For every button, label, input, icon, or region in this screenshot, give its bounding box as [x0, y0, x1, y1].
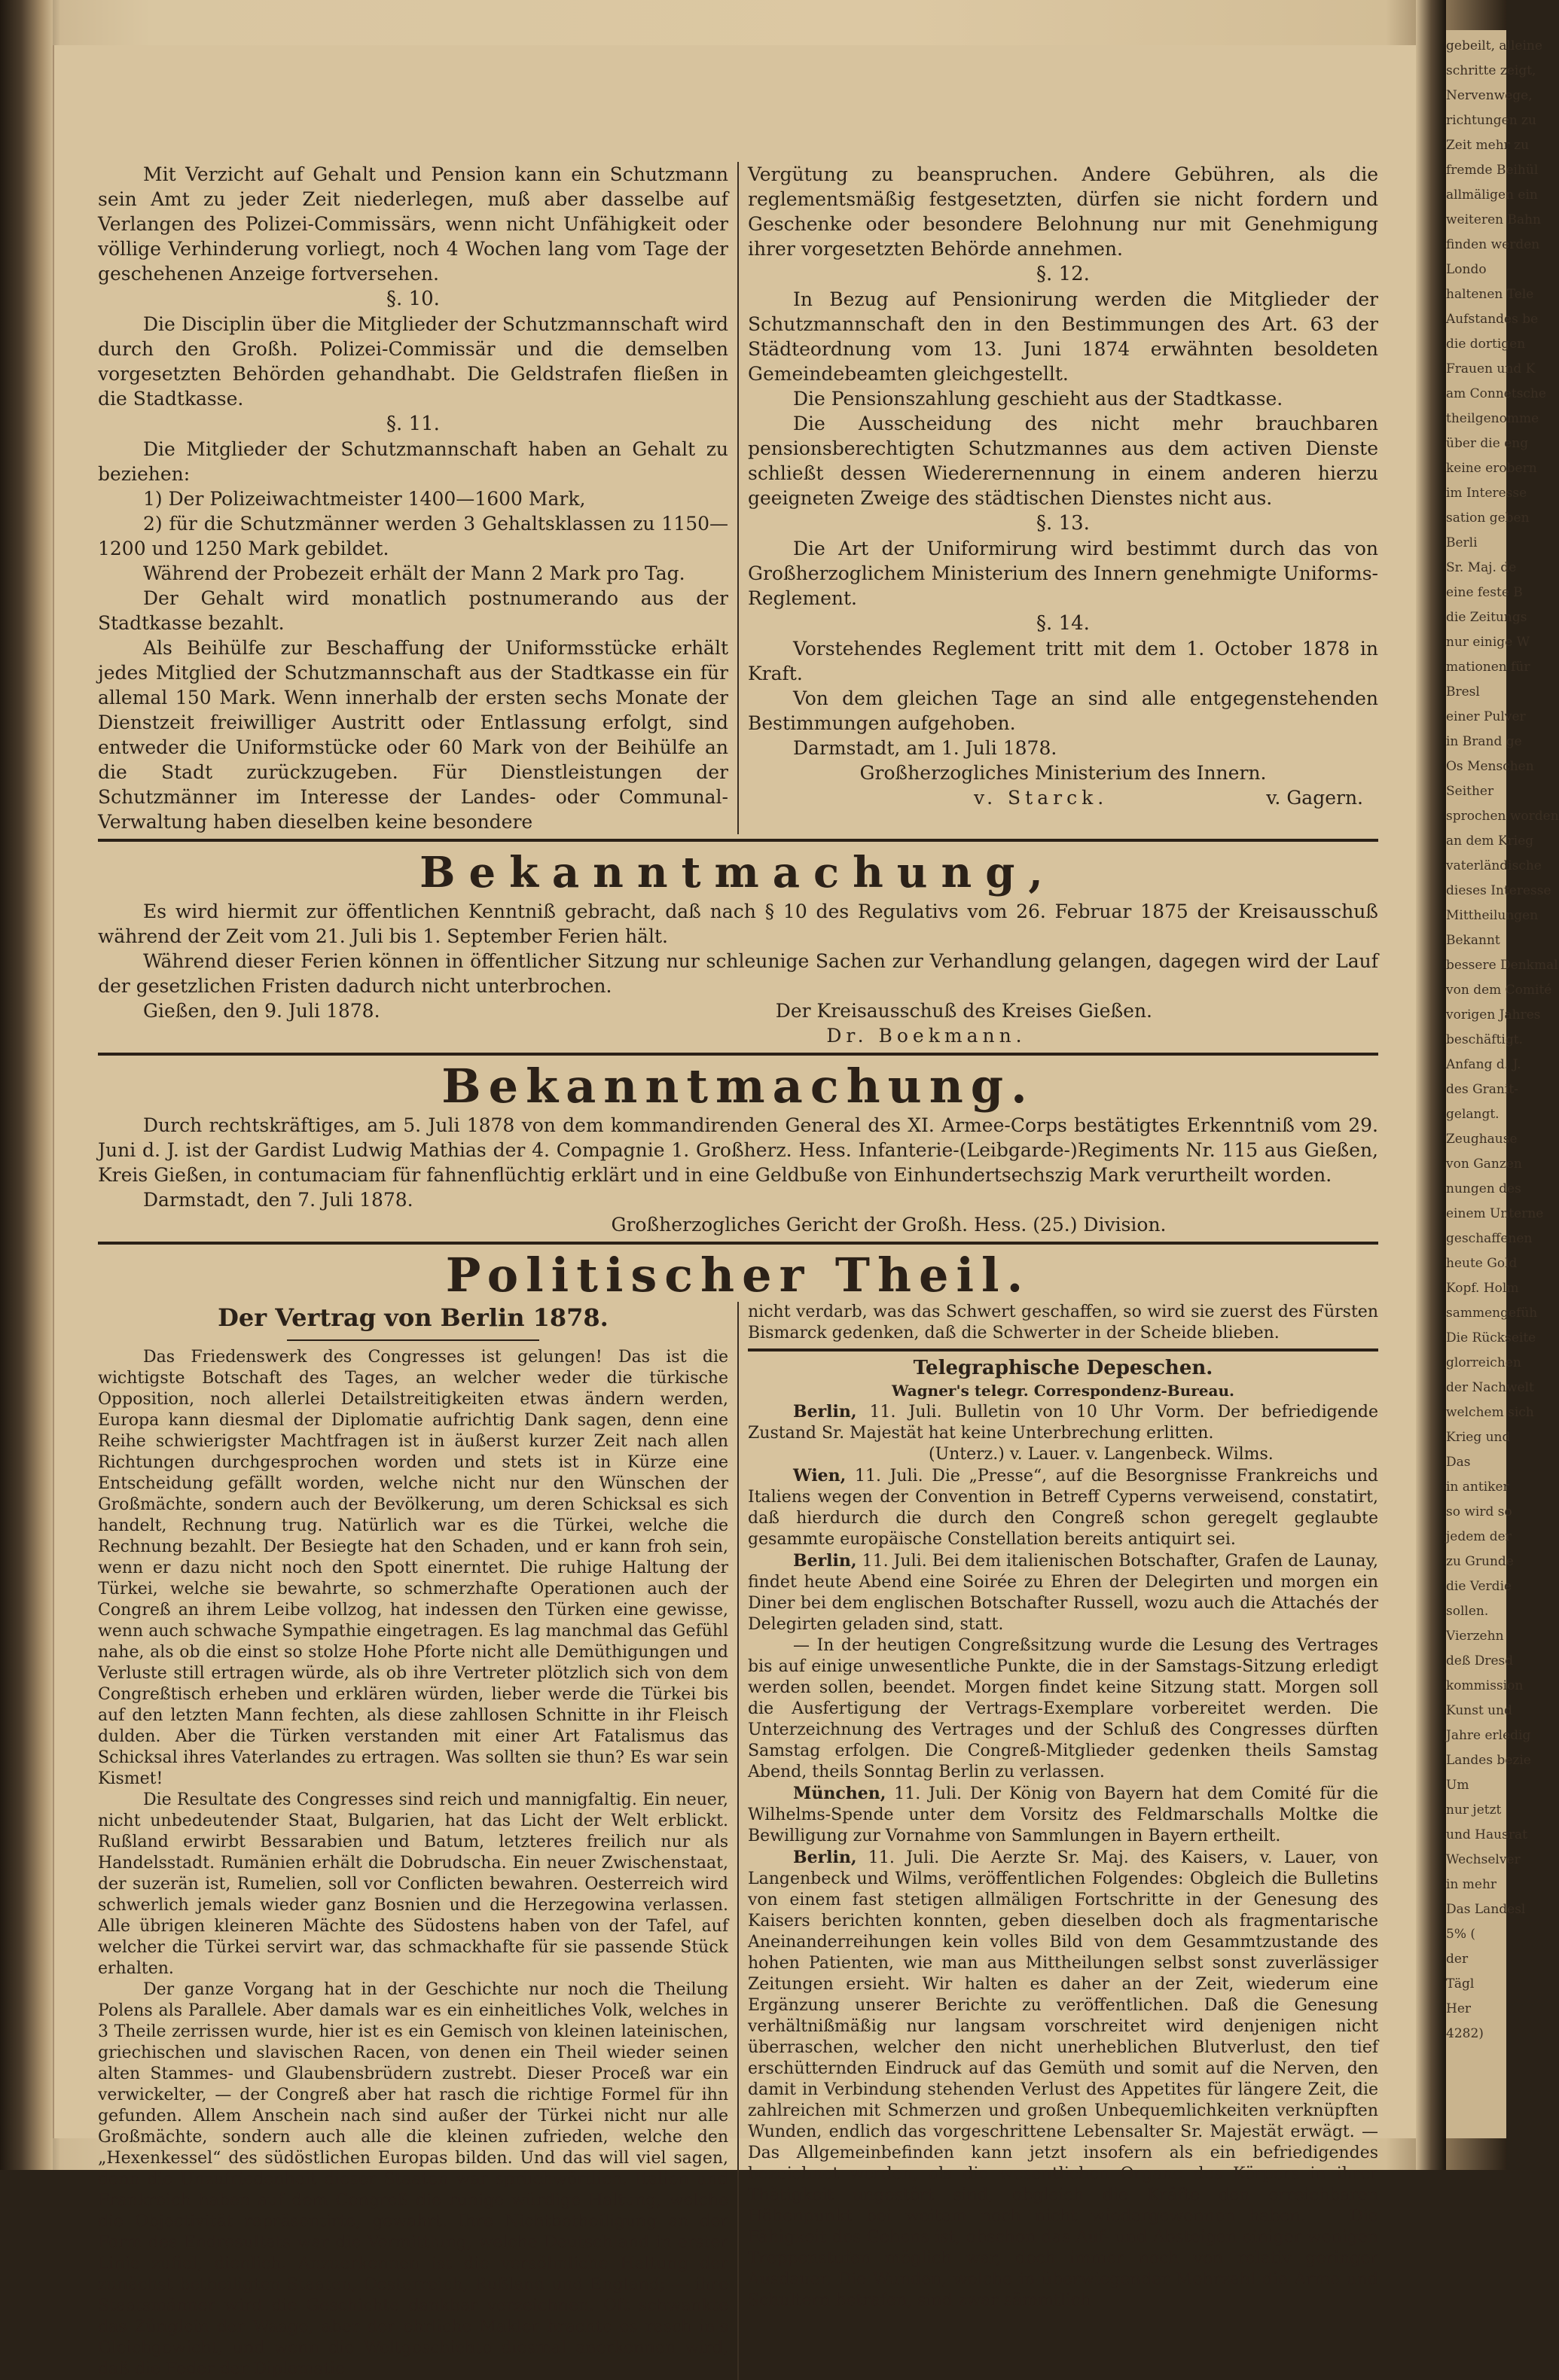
adjacent-page-fragment: allmäligen ein — [1446, 187, 1538, 203]
regulation-paragraph: Der Gehalt wird monatlich postnumerando aus der Stadtkasse bezahlt. — [98, 587, 728, 634]
adjacent-page-fragment: 4282) — [1446, 2026, 1484, 2041]
adjacent-page-fragment: Vierzehn — [1446, 1629, 1504, 1644]
signatures — [748, 785, 1378, 810]
adjacent-page-fragment: richtungen zu — [1446, 113, 1536, 128]
page-gutter — [1416, 0, 1446, 2170]
regulation-paragraph: Mit Verzicht auf Gehalt und Pension kann ein Schutzmann sein Amt zu jeder Zeit niederlegen, muß aber dasselbe auf Verlangen des Polizei-Commissärs, wenn nicht Unfähigkeit oder völlige Verhinderung vorliegt, noch 4 Wochen lang vom Tage der geschehenen Anzeige fortversehen. — [98, 163, 728, 285]
regulation-paragraph: Vorstehendes Reglement tritt mit dem 1. October 1878 in Kraft. — [748, 638, 1378, 684]
adjacent-page-fragment: einem Unterne — [1446, 1206, 1544, 1221]
dispatch — [748, 1783, 1378, 1847]
political-section — [98, 1302, 1378, 2380]
regulation-paragraph: Die Pensionszahlung geschieht aus der Stadtkasse. — [793, 388, 1283, 410]
adjacent-page-fragment: von Ganzen — [1446, 1156, 1522, 1172]
adjacent-page-fragment: 5% ( — [1446, 1927, 1476, 1942]
adjacent-page-fragment: Landes bezie — [1446, 1753, 1531, 1768]
dispatch-city: Wien, — [793, 1466, 847, 1486]
adjacent-page-fragment: Kunst und — [1446, 1703, 1512, 1718]
adjacent-page-fragment: Die Rückseite — [1446, 1330, 1536, 1345]
adjacent-page-fragment: finden werden — [1446, 237, 1540, 252]
adjacent-page-fragment: Seither — [1446, 784, 1494, 799]
adjacent-page-fragment: des Granit- — [1446, 1082, 1518, 1097]
telegrams-title: Telegraphische Depeschen. — [913, 1357, 1213, 1379]
article-paragraph: Die Resultate des Congresses sind reich und mannigfaltig. Ein neuer, nicht unbedeutender Staat, Bulgarien, hat das Licht der Welt erblickt. Rußland erwirbt Bessarabien und Batum, letzteres freilich nur als Handelsstadt. Rumänien erhält die Dobrudscha. Ein neuer Zwischenstaat, der suzerän ist, Rumelien, soll vor Conflicten bewahren. Oesterreich wird schwerlich jemals wieder ganz Bosnien und die Herzegowina verlassen. Alle übrigen kleineren Mächte des Südostens haben von der Tafel, auf welcher die Türkei servirt war, das schmackhafte für sie passende Stück erhalten. — [98, 1790, 728, 1978]
list-item: 1) Der Polizeiwachtmeister 1400—1600 Mark, — [143, 488, 586, 510]
dispatch — [748, 1465, 1378, 1550]
adjacent-page-fragment: Os Menschen — [1446, 759, 1534, 774]
dispatch-city: Berlin, — [793, 1848, 857, 1867]
article-title: Der Vertrag von Berlin 1878. — [218, 1303, 609, 1332]
adjacent-page-fragment: Aufstandes be — [1446, 312, 1539, 327]
adjacent-page-fragment: Sr. Maj. de — [1446, 560, 1517, 575]
regulation-left-column — [98, 162, 739, 834]
adjacent-page-fragment: Zeit mehr zu — [1446, 138, 1530, 153]
adjacent-page-fragment: Londo — [1446, 262, 1487, 277]
dispatch-city: Berlin, — [793, 1551, 857, 1571]
adjacent-page-edge — [1446, 30, 1559, 2138]
adjacent-page-fragment: Kopf. Holm — [1446, 1281, 1519, 1296]
divider — [98, 1053, 1378, 1056]
adjacent-page-fragment: nungen des — [1446, 1181, 1521, 1196]
adjacent-page-fragment: Mittheilungen — [1446, 908, 1539, 923]
adjacent-page-fragment: kommission — [1446, 1678, 1524, 1693]
adjacent-page-fragment: Zeughause — [1446, 1132, 1518, 1147]
dispatch-text: 11. Juli. Bulletin von 10 Uhr Vorm. Der befriedigende Zustand Sr. Majestät hat keine Unterbrechung erlitten. — [748, 1403, 1379, 1443]
adjacent-page-fragment: gelangt. — [1446, 1107, 1500, 1122]
signature: Dr. Boekmann. — [826, 1025, 1027, 1047]
adjacent-page-fragment: jedem der — [1446, 1529, 1512, 1544]
issuing-authority: Großherzogliches Gericht der Großh. Hess. (25.) Division. — [611, 1214, 1167, 1236]
regulation-right-column — [739, 162, 1378, 834]
regulation-paragraph: Die Disciplin über die Mitglieder der Schutzmannschaft wird durch den Großh. Polizei-Commissär und die demselben vorgesetzten Behörden gehandhabt. Die Geldstrafen fließen in die Stadtkasse. — [98, 313, 728, 410]
adjacent-page-fragment: Nervenwege, — [1446, 88, 1533, 103]
adjacent-page-fragment: Anfang d. J. — [1446, 1057, 1521, 1072]
section-number: §. 14. — [1036, 612, 1090, 635]
article-paragraph: Der ganze Vorgang hat in der Geschichte nur noch die Theilung Polens als Parallele. Aber damals war es ein einheitliches Volk, welches in 3 Theile zerrissen wurde, hier ist es ein Gemisch von kleinen lateinischen, griechischen und slavischen Racen, von denen ein Theil wieder seinen alten Stammes- und Glaubensbrüdern zustrebt. Dieser Proceß war ein verwickelter, — der Congreß aber hat rasch die richtige Formel für ihn gefunden. Allem Anschein nach sind außer der Türkei nicht nur alle Großmächte, sondern auch alle die kleinen zufrieden, welche den „Hexenkessel“ des südöstlichen Europas bilden. Und das will viel sagen, denn die Unzufriedenheit dieser Staaten war sprüchwörtlich. Italien und Frankreich haben auf dem Congreß die ruhige würdige Haltung, welche die Objectivität repräsentirte, gewahrt. Ihre Nichtbetheiligung an der Form des Endresultats war die Vermittlung, welche Deutschland in erster Linie zufiel, dienlich. Anzuerkennen ist die versöhnliche Haltung der zunächst betheiligten Staaten, Oesterreich, Rußland und England; — ihre Staatsmänner wird die Geschichte dankbar verzeichnen. Oft schwankte das Zünglein der Waage, aber der ehrliche Makler brachte es rasch in's Gleichgewicht, und wenn die Weltgeschichte diesmal anerkennen wird, daß die Feder der Diplomatie — [98, 1980, 728, 2378]
dispatch — [748, 1401, 1378, 1444]
issuing-authority: Der Kreisausschuß des Kreises Gießen. — [775, 1000, 1152, 1022]
adjacent-page-fragment: sation geben — [1446, 510, 1530, 526]
adjacent-page-fragment: vaterländische — [1446, 858, 1542, 873]
adjacent-page-fragment: geschaffenen — [1446, 1231, 1533, 1246]
adjacent-page-fragment: Bekannt — [1446, 933, 1500, 948]
article-column — [98, 1302, 739, 2380]
regulation-paragraph: Die Ausscheidung des nicht mehr brauchbaren pensionsberechtigten Schutzmannes aus dem activen Dienste schließt dessen Wiederernennung in einem anderen hierzu geeigneten Zweige des städtischen Dienstes nicht aus. — [748, 413, 1378, 509]
signature: v. Starck. — [974, 787, 1109, 809]
adjacent-page-fragment: weiteren Bahn — [1446, 212, 1542, 227]
adjacent-page-fragment: haltenen Tele — [1446, 287, 1534, 302]
adjacent-page-fragment: Das — [1446, 1455, 1471, 1470]
adjacent-page-fragment: nur einige W — [1446, 635, 1530, 650]
adjacent-page-fragment: Berli — [1446, 535, 1478, 550]
adjacent-page-fragment: von dem Comité — [1446, 983, 1552, 998]
dateline: Darmstadt, den 7. Juli 1878. — [143, 1189, 413, 1211]
adjacent-page-fragment: und Hausrat — [1446, 1827, 1527, 1842]
divider — [748, 1348, 1378, 1352]
dispatch-text: 11. Juli. Bei dem italienischen Botschafter, Grafen de Launay, findet heute Abend eine Soirée zu Ehren der Delegirten und morgen ein Diner bei dem englischen Botschafter Russell, wozu auch die Attachés der Delegirten geladen sind, statt. — [748, 1552, 1378, 1634]
adjacent-page-fragment: beschäftigt. — [1446, 1032, 1523, 1047]
adjacent-page-fragment: gebeilt, alleine — [1446, 38, 1542, 53]
regulation-paragraph: Die Mitglieder der Schutzmannschaft haben an Gehalt zu beziehen: — [98, 438, 728, 485]
adjacent-page-fragment: eine feste B — [1446, 585, 1523, 600]
adjacent-page-fragment: Wechselver — [1446, 1852, 1521, 1867]
telegrams-agency: Wagner's telegr. Correspondenz-Bureau. — [892, 1382, 1234, 1400]
adjacent-page-fragment: am Connetsche — [1446, 386, 1546, 401]
adjacent-page-fragment: fremde Beihül — [1446, 163, 1539, 178]
adjacent-page-fragment: einer Pulver — [1446, 709, 1526, 724]
adjacent-page-fragment: die dortigen — [1446, 337, 1526, 352]
notice-text: Es wird hiermit zur öffentlichen Kenntniß gebracht, daß nach § 10 des Regulativs vom 26. Februar 1875 der Kreisausschuß während der Zeit vom 21. Juli bis 1. September Ferien hält. — [98, 900, 1378, 947]
adjacent-page-fragment: Frauen und K — [1446, 361, 1536, 376]
adjacent-page-fragment: sollen. — [1446, 1604, 1489, 1619]
adjacent-page-fragment: deß Dresd — [1446, 1653, 1514, 1668]
regulation-paragraph: Die Art der Uniformirung wird bestimmt durch das von Großherzoglichem Ministerium des Innern genehmigte Uniforms-Reglement. — [748, 538, 1378, 609]
adjacent-page-fragment: an dem Krieg — [1446, 833, 1534, 849]
adjacent-page-fragment: Krieg und — [1446, 1430, 1511, 1445]
adjacent-page-fragment: nur jetzt — [1446, 1803, 1502, 1818]
notice-title: Bekanntmachung. — [441, 1059, 1035, 1114]
adjacent-page-fragment: in antiker — [1446, 1480, 1509, 1495]
adjacent-page-fragment: bessere Denkmal — [1446, 958, 1558, 973]
section-number: §. 11. — [386, 413, 440, 435]
dispatch-text: 11. Juli. Der König von Bayern hat dem Comité für die Wilhelms-Spende unter dem Vorsitz des Feldmarschalls Moltke die Bewilligung zur Vornahme von Sammlungen in Bayern ertheilt. — [748, 1784, 1378, 1845]
adjacent-page-fragment: glorreichen — [1446, 1355, 1521, 1370]
adjacent-page-fragment: dieses Interesse — [1446, 883, 1551, 898]
notice-text: Während dieser Ferien können in öffentlicher Sitzung nur schleunige Sachen zur Verhandlung gelangen, dagegen wird der Lauf der gesetzlichen Fristen dadurch nicht unterbrochen. — [98, 950, 1378, 997]
issuing-authority: Großherzogliches Ministerium des Innern. — [859, 762, 1267, 784]
adjacent-page-fragment: die Zeitungs — [1446, 610, 1527, 625]
divider — [98, 1242, 1378, 1245]
adjacent-page-fragment: in Brand ge — [1446, 734, 1522, 749]
dispatch-text: 11. Juli. Die Aerzte Sr. Maj. des Kaisers, v. Lauer, von Langenbeck und Wilms, veröffentlichen Folgendes: Obgleich die Bulletins von einem fast stetigen allmäligen Fortschritte in der Genesung des Kaisers berichten konnten, geben dieselben doch als fragmentarische Aneinanderreihungen kein volles Bild von dem Gesammtzustande des hohen Patienten, wie man aus Mittheilungen selbst sonst zuverlässiger Zeitungen ersieht. Wir halten es daher an der Zeit, wiederum eine Ergänzung unserer Berichte zu veröffentlichen. Daß die Genesung verhältnißmäßig nur langsam vorschreitet wird denjenigen nicht überraschen, welcher den nicht unerheblichen Blutverlust, den tief erschütternden Eindruck auf das Gemüth und somit auf die Nerven, den damit in Verbindung stehenden Verlust des Appetites für längere Zeit, die zahlreichen mit Schmerzen und großen Unbequemlichkeiten verknüpften Wunden, endlich das vorgeschrittene Lebensalter Sr. Majestät erwägt. — Das Allgemeinbefinden kann jetzt insofern als ein befriedigendes bezeichnet werden, als die wesentlichen Organe des Körpers in ihrer Thätigkeit ungestört sind, obgleich die Kräfte den erreichbaren Höhenpunkt bei weitem noch nicht wiedergewonnen haben. — Die Fähigkeit des Gehens ist, obschon das Auf- und Absteigen einiger wenigen Treppenstufen möglich war, doch immer noch von relativ geringer Ausdauer. Die Wunden, welche in überwiegender Mehrzahl die Arme und Schultern betrafen, sind zwar sämmtlich — [748, 1848, 1379, 2310]
adjacent-page-fragment: in mehr — [1446, 1877, 1497, 1892]
adjacent-page-fragment: Her — [1446, 2001, 1472, 2016]
adjacent-page-fragment: die Verdie — [1446, 1579, 1512, 1594]
dispatch-city: Berlin, — [793, 1402, 857, 1422]
title-underline — [287, 1339, 539, 1341]
section-title: Politischer Theil. — [445, 1248, 1031, 1303]
adjacent-page-fragment: im Interesse — [1446, 486, 1527, 501]
dispatch — [748, 1550, 1378, 1635]
adjacent-page-fragment: schritte zeigt, — [1446, 63, 1536, 78]
adjacent-page-fragment: Bresl — [1446, 684, 1480, 699]
article-continuation: nicht verdarb, was das Schwert geschaffen, so wird sie zuerst des Fürsten Bismarck gedenken, daß die Schwerter in der Scheide blieben. — [748, 1303, 1378, 1342]
adjacent-page-fragment: der — [1446, 1952, 1469, 1967]
dispatch-text: 11. Juli. Die „Presse“, auf die Besorgnisse Frankreichs und Italiens wegen der Convention in Betreff Cyperns verweisend, constatirt, daß hierdurch die durch den Congreß schon geregelt geglaubte gesammte europäische Constellation bereits antiquirt sei. — [748, 1467, 1378, 1549]
dispatch — [748, 1847, 1378, 2311]
regulation-paragraph: In Bezug auf Pensionirung werden die Mitglieder der Schutzmannschaft den in den Bestimmungen des Art. 63 der Städteordnung vom 13. Juni 1874 erwähnten besoldeten Gemeindebeamten gleichgestellt. — [748, 288, 1378, 385]
adjacent-page-fragment: vorigen Jahres — [1446, 1007, 1541, 1022]
notice-kreisausschuss — [98, 846, 1378, 1048]
list-item: 2) für die Schutzmänner werden 3 Gehaltsklassen zu 1150—1200 und 1250 Mark gebildet. — [98, 513, 728, 559]
section-number: §. 13. — [1036, 512, 1090, 535]
notice-title: Bekanntmachung, — [419, 848, 1057, 897]
adjacent-page-fragment: sammengefüh — [1446, 1306, 1538, 1321]
adjacent-page-fragment: heute Gold — [1446, 1256, 1518, 1271]
adjacent-page-fragment: Das Landesl — [1446, 1902, 1526, 1917]
divider — [98, 839, 1378, 842]
signature: v. Gagern. — [1266, 787, 1363, 809]
adjacent-page-fragment: der Nachwelt — [1446, 1380, 1534, 1395]
regulation-section — [98, 162, 1378, 834]
dispatch-city: München, — [793, 1784, 886, 1803]
adjacent-page-fragment: so wird so — [1446, 1504, 1512, 1519]
adjacent-page-fragment: über die eng — [1446, 436, 1529, 451]
regulation-paragraph: Von dem gleichen Tage an sind alle entgegenstehenden Bestimmungen aufgehoben. — [748, 687, 1378, 734]
regulation-paragraph: Als Beihülfe zur Beschaffung der Uniformsstücke erhält jedes Mitglied der Schutzmannschaft aus der Stadtkasse ein für allemal 150 Mark. Wenn innerhalb der ersten sechs Monate der Dienstzeit freiwilliger Austritt oder Entlassung erfolgt, sind entweder die Uniformstücke oder 60 Mark von der Beihülfe an die Stadt zurückzugeben. Für Dienstleistungen der Schutzmänner im Interesse der Landes- oder Communal-Verwaltung haben dieselben keine besondere — [98, 637, 728, 833]
dispatch-signature: (Unterz.) v. Lauer. v. Langenbeck. Wilms. — [929, 1445, 1274, 1464]
adjacent-page-fragment: keine erobern — [1446, 461, 1537, 476]
dateline: Darmstadt, am 1. Juli 1878. — [793, 737, 1057, 759]
adjacent-page-fragment: Um — [1446, 1778, 1469, 1793]
article-paragraph: Das Friedenswerk des Congresses ist gelungen! Das ist die wichtigste Botschaft des Tages, an welcher weder die türkische Opposition, noch allerlei Detailstreitigkeiten etwas ändern werden, Europa kann diesmal der Diplomatie aufrichtig Dank sagen, denn eine Reihe schwierigster Machtfragen ist in äußerst kurzer Zeit nach allen Richtungen durchgesprochen worden und stets ist in Kürze eine Entscheidung gefällt worden, welche nicht nur den Wünschen der Großmächte, sondern auch der Bevölkerung, um deren Schicksal es sich handelt, Rechnung trug. Natürlich war es die Türkei, welche die Rechnung bezahlt. Der Besiegte hat den Schaden, und er kann froh sein, wenn er dazu nicht noch den Spott einerntet. Die ruhige Haltung der Türkei, welche sie bewahrte, so schmerzhafte Operationen auch der Congreß an ihrem Leibe vollzog, hat indessen den Türken eine gewisse, wenn auch schwache Sympathie eingetragen. Es lag manchmal das Gefühl nahe, als ob die einst so stolze Hohe Pforte nicht alle Demüthigungen und Verluste still ertragen würde, als ob ihre Vertreter plötzlich sich von dem Congreßtisch erheben und erklären würden, lieber werde die Türkei bis auf den letzten Mann fechten, als diese zahllosen Schnitte in ihr Fleisch dulden. Aber die Türken verstanden mit einer Art Fatalismus das Schicksal ihres Vaterlandes zu ertragen. Was sollten sie thun? Es war sein Kismet! — [98, 1348, 728, 1788]
adjacent-page-fragment: Tägl — [1446, 1976, 1475, 1991]
section-number: §. 10. — [386, 288, 440, 310]
adjacent-page-fragment: sprochen worden — [1446, 809, 1559, 824]
adjacent-page-fragment: theilgenomme — [1446, 411, 1539, 426]
telegrams-column — [739, 1302, 1378, 2380]
section-number: §. 12. — [1036, 263, 1090, 285]
adjacent-page-fragment: welchem sich — [1446, 1405, 1534, 1420]
regulation-paragraph: Während der Probezeit erhält der Mann 2 Mark pro Tag. — [143, 562, 685, 584]
adjacent-page-fragment: zu Grunde — [1446, 1554, 1514, 1569]
notice-court — [98, 1060, 1378, 1237]
page-content — [98, 162, 1378, 2380]
adjacent-page-fragment: Jahre erledig — [1446, 1728, 1531, 1743]
notice-text: Durch rechtskräftiges, am 5. Juli 1878 von dem kommandirenden General des XI. Armee-Corps bestätigtes Erkenntniß vom 29. Juni d. J. ist der Gardist Ludwig Mathias der 4. Compagnie 1. Großherz. Hess. Infanterie-(Leibgarde-)Regiments Nr. 115 aus Gießen, Kreis Gießen, in contumaciam für fahnenflüchtig erklärt und in eine Geldbuße von Einhundertsechszig Mark verurtheilt worden. — [98, 1114, 1378, 1186]
notice-footer — [98, 998, 1378, 1023]
dateline: Gießen, den 9. Juli 1878. — [143, 1000, 380, 1022]
adjacent-page-fragment: mationen für — [1446, 660, 1530, 675]
regulation-paragraph: Vergütung zu beanspruchen. Andere Gebühren, als die reglementsmäßig festgesetzten, dürfen sie nicht fordern und Geschenke oder besondere Belohnung nur mit Genehmigung ihrer vorgesetzten Behörde annehmen. — [748, 163, 1378, 260]
book-binding — [0, 0, 53, 2170]
dispatch-text: — In der heutigen Congreßsitzung wurde die Lesung des Vertrages bis auf einige unwesentliche Punkte, die in der Samstags-Sitzung erledigt werden sollen, beendet. Morgen findet keine Sitzung statt. Morgen soll die Ausfertigung der Vertrags-Exemplare vorbereitet werden. Die Unterzeichnung des Vertrages und der Schluß des Congresses dürften Samstag erfolgen. Die Congreß-Mitglieder gedenken theils Samstag Abend, theils Sonntag Berlin zu verlassen. — [748, 1636, 1378, 1781]
